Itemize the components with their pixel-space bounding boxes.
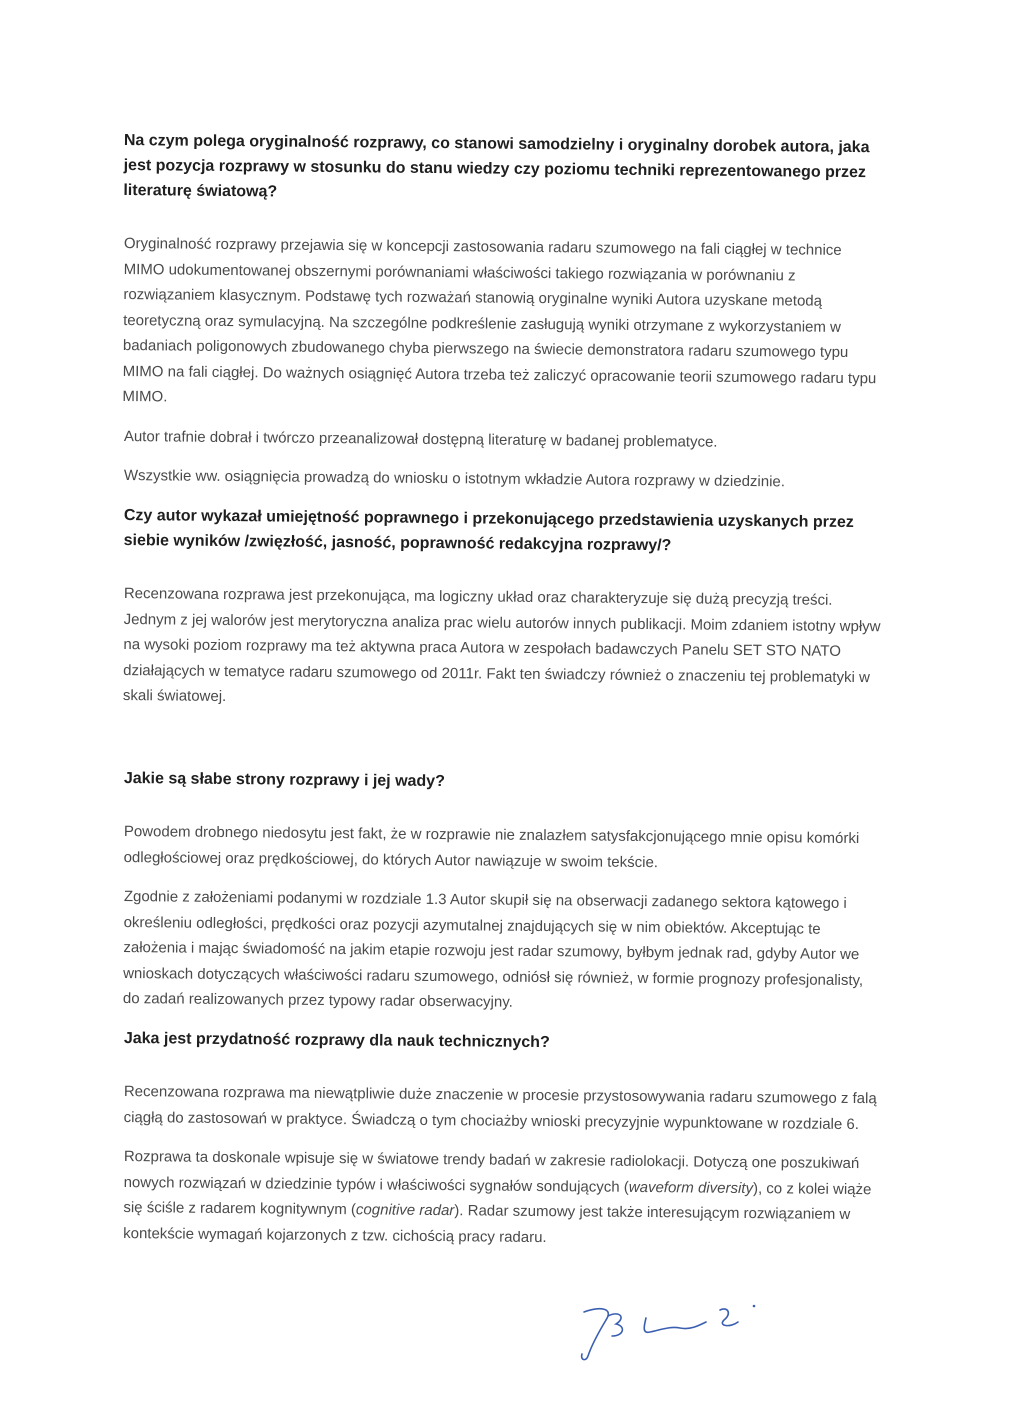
section-3-paragraph-1: Powodem drobnego niedosytu jest fakt, że w rozprawie nie znalazłem satysfakcjonującego mnie opisu komórki odległościowej oraz prędkościowej, do których Autor nawiązuje w swoim tekście. <box>123 822 860 871</box>
section-3-paragraph-2: Zgodnie z założeniami podanymi w rozdziale 1.3 Autor skupił się na obserwacji zadanego sektora kątowego i określeniu odległości, prędkości oraz pozycji azymutalnej znajdujących się w nim obiektów. Akceptując te założenia i mając świadomość na jakim etapie rozwoju jest radar szumowy, byłbym jednak rad, gdyby Autor we wnioskach dotyczących właściwości radaru szumowego, odniósł się również, w formie prognozy profesjonalisty, do zadań realizowanych przez typowy radar obserwacyjny. <box>122 887 864 1011</box>
section-4-paragraph-1: Recenzowana rozprawa ma niewątpliwie duże znaczenie w procesie przystosowywania radaru szumowego z falą ciągłą do zastosowań w praktyce. Świadczą o tym chociażby wnioski precyzyjnie wypunktowane w rozdziale 6. <box>123 1082 877 1133</box>
section-1-paragraph-2: Autor trafnie dobrał i twórczo przeanalizował dostępną literaturę w badanej problematyce. <box>123 427 718 451</box>
term-waveform-diversity: waveform diversity <box>628 1177 754 1197</box>
section-1-heading: Na czym polega oryginalność rozprawy, co stanowi samodzielny i oryginalny dorobek autora, jaka jest pozycja rozprawy w stosunku do stanu wiedzy czy poziomu techniki reprezentowanego przez literaturę światową? <box>123 131 870 201</box>
section-4-heading: Jaka jest przydatność rozprawy dla nauk technicznych? <box>123 1029 550 1051</box>
section-2-heading: Czy autor wykazał umiejętność poprawnego i przekonującego przedstawienia uzyskanych przez siebie wyników /zwięzłość, jasność, poprawność redakcyjna rozprawy/? <box>123 506 854 554</box>
section-4-paragraph-2: Rozprawa ta doskonale wpisuje się w światowe trendy badań w zakresie radiolokacji. Dotyczą one poszukiwań nowych rozwiązań w dziedzinie typów i właściwości sygnałów sondujących (waveform diversity), co z kolei wiąże się ściśle z radarem kognitywnym (cognitive radar). Radar szumowy jest także interesującym rozwiązaniem w kontekście wymagań kojarzonych z tzw. cichością pracy radaru. <box>123 1147 872 1246</box>
spacer <box>124 722 884 766</box>
section-1-paragraph-3: Wszystkie ww. osiągnięcia prowadzą do wniosku o istotnym wkładzie Autora rozprawy w dziedzinie. <box>123 466 786 491</box>
section-2-paragraph-1: Recenzowana rozprawa jest przekonująca, ma logiczny układ oraz charakteryzuje się dużą precyzją treści. Jednym z jej walorów jest merytoryczna analiza prac wielu autorów innych publikacji. Moim zdaniem istotny wpływ na wysoki poziom rozprawy ma też aktywna praca Autora w zespołach badawczych Panelu SET STO NATO działających w tematyce radaru szumowego od 2011r. Fakt ten świadczy również o znaczeniu tej problematyki w skali światowej. <box>122 584 881 705</box>
section-1-paragraph-1: Oryginalność rozprawy przejawia się w koncepcji zastosowania radaru szumowego na fali ciągłej w technice MIMO udokumentowanej obszernymi porównaniami właściwości takiego rozwiązania w porównaniu z rozwiązaniem klasycznym. Podstawę tych rozważań stanowią oryginalne wyniki Autora uzyskane metodą teoretyczną oraz symulacyjną. Na szczególne podkreślenie zasługują wyniki otrzymane z wykorzystaniem w badaniach poligonowych zbudowanego chyba pierwszego na świecie demonstratora radaru szumowego typu MIMO na fali ciągłej. Do ważnych osiągnięć Autora trzeba też zaliczyć opracowanie teorii szumowego radaru typu MIMO. <box>122 234 877 406</box>
term-cognitive-radar: cognitive radar <box>355 1200 455 1219</box>
section-3-heading: Jakie są słabe strony rozprawy i jej wady? <box>123 769 445 791</box>
signature-icon <box>570 1296 770 1366</box>
